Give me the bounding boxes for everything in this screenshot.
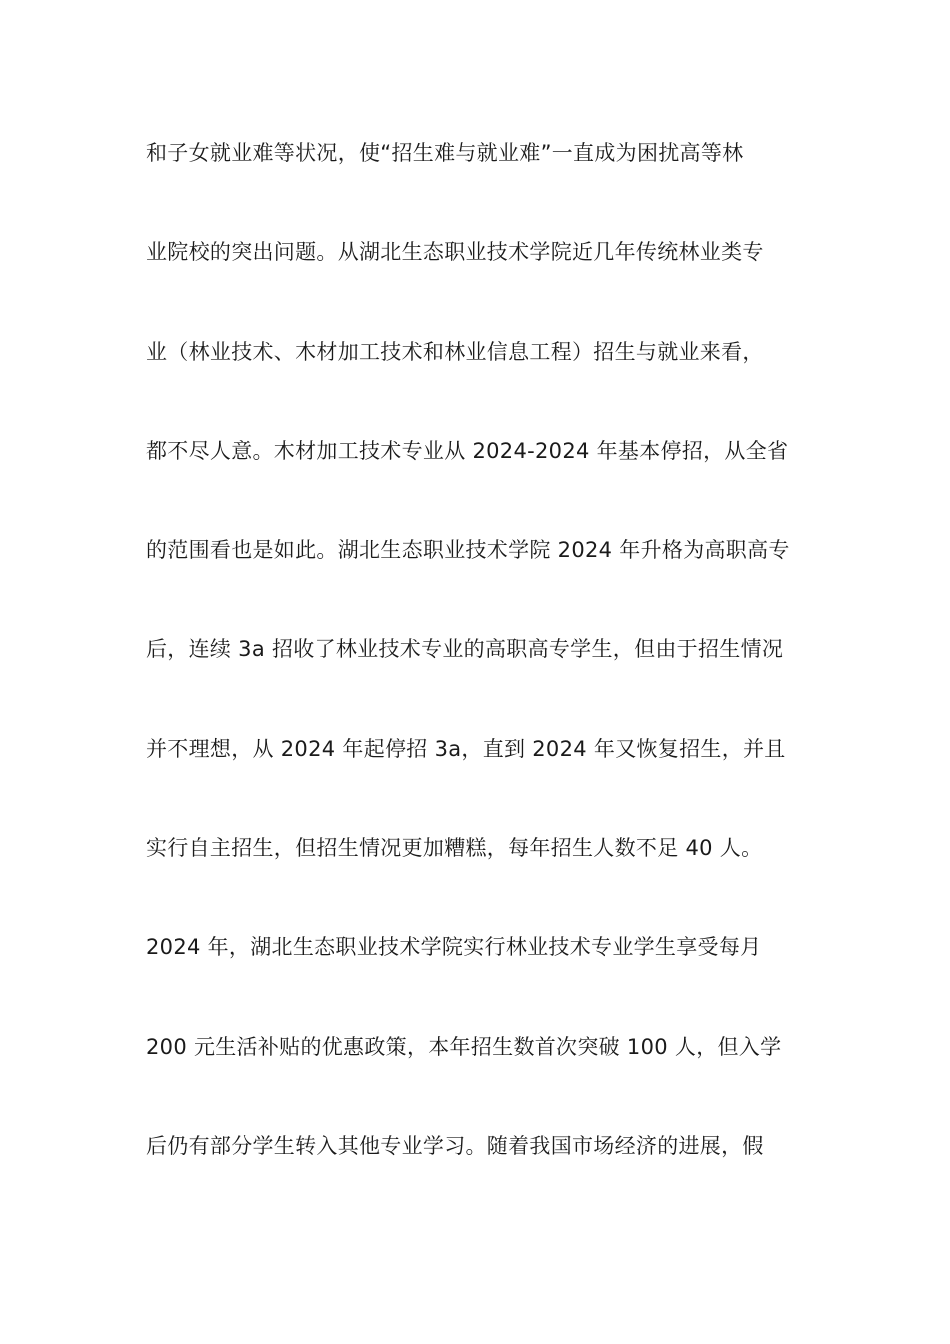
text-line: 并不理想，从 2024 年起停招 3a，直到 2024 年又恢复招生，并且	[146, 736, 786, 761]
text-line: 2024 年，湖北生态职业技术学院实行林业技术专业学生享受每月	[146, 935, 762, 960]
text-line: 都不尽人意。木材加工技术专业从 2024-2024 年基本停招，从全省	[146, 438, 789, 463]
body-paragraph	[146, 130, 816, 1222]
text-line: 业（林业技术、木材加工技术和林业信息工程）招生与就业来看，	[146, 339, 764, 364]
text-line: 后仍有部分学生转入其他专业学习。随着我国市场经济的进展，假	[146, 1133, 764, 1158]
text-line: 和子女就业难等状况，使“招生难与就业难”一直成为困扰高等林	[146, 141, 744, 165]
text-line: 200 元生活补贴的优惠政策，本年招生数首次突破 100 人，但入学	[146, 1034, 782, 1059]
text-line: 后，连续 3a 招收了林业技术专业的高职高专学生，但由于招生情况	[146, 637, 784, 662]
text-line: 实行自主招生，但招生情况更加糟糕，每年招生人数不足 40 人。	[146, 836, 763, 861]
text-line: 业院校的突出问题。从湖北生态职业技术学院近几年传统林业类专	[146, 240, 764, 265]
text-line: 的范围看也是如此。湖北生态职业技术学院 2024 年升格为高职高专	[146, 538, 790, 563]
